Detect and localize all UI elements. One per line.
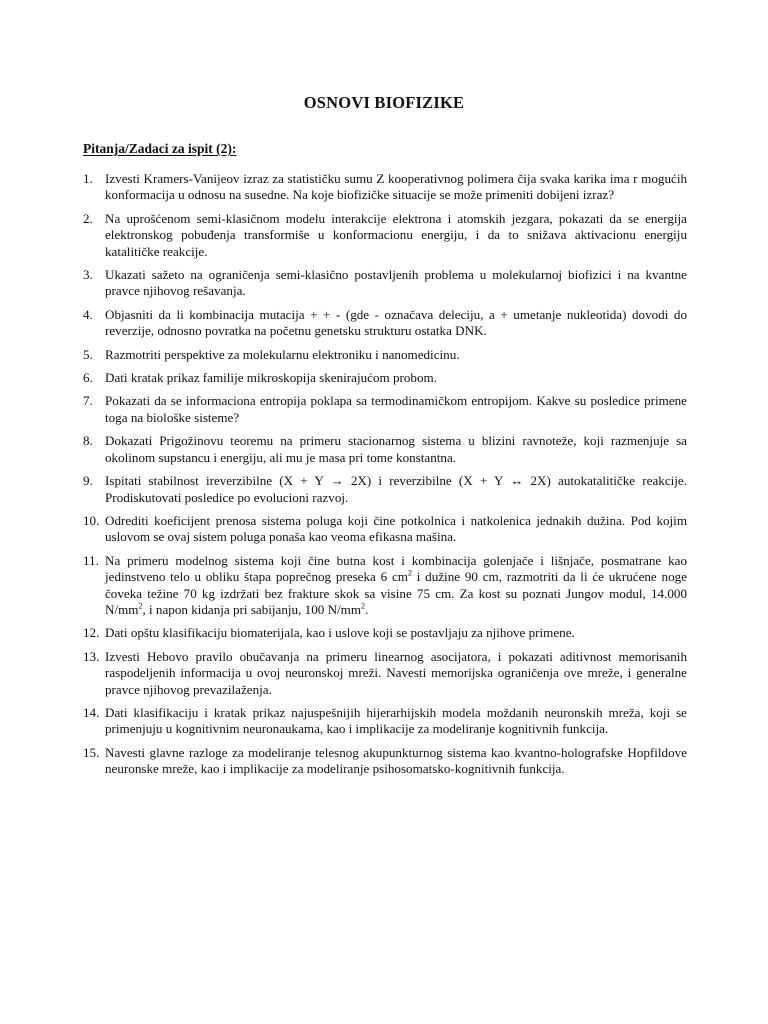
question-number: 14. (83, 704, 100, 720)
question-text: Razmotriti perspektive za molekularnu elektroniku i nanomedicinu. (105, 346, 460, 362)
question-number: 10. (83, 512, 100, 528)
question-text (105, 553, 687, 619)
question-number: 12. (83, 625, 100, 641)
question-item (83, 745, 687, 778)
question-item (83, 705, 687, 738)
question-number: 7. (83, 393, 93, 409)
question-item (83, 393, 687, 426)
question-number: 15. (83, 744, 100, 760)
question-item (83, 513, 687, 546)
question-number: 2. (83, 210, 93, 226)
question-item (83, 625, 687, 641)
question-item (83, 553, 687, 619)
question-text: Ukazati sažeto na ograničenja semi-klasično postavljenih problema u molekularnoj biofizici i na kvantne pravce njihovog rešavanja. (105, 267, 687, 299)
question-item (83, 649, 687, 698)
question-text: Odrediti koeficijent prenosa sistema poluga koji čine potkolnica i natkolenica jednakih dužina. Pod kojim uslovom se ovaj sistem poluga ponaša kao veoma efikasna mašina. (105, 512, 687, 545)
superscript: 2 (361, 601, 366, 611)
question-text: Na uprošćenom semi-klasičnom modelu interakcije elektrona i atomskih jezgara, pokazati da se energija elektronskog pobuđenja transformiše u konformacionu energiju, i da to snižava aktivacionu energiju katalitičke reakcije. (105, 210, 687, 259)
document-title: OSNOVI BIOFIZIKE (303, 93, 465, 112)
question-item (83, 347, 687, 363)
question-item (83, 473, 687, 506)
question-text: Dati opštu klasifikaciju biomaterijala, kao i uslove koji se postavljaju za njihove primene. (105, 625, 575, 641)
question-number: 5. (83, 346, 93, 362)
question-text-part: Na primeru modelnog sistema koji čine butna kost i kombinacija golenjače i lišnjače, posmatrane kao jedinstveno telo u obliku štapa poprečnog preseka 6 cm (105, 552, 687, 585)
question-text: Navesti glavne razloge za modeliranje telesnog akupunkturnog sistema kao kvantno-holografske Hopfildove neuronske mreže, kao i implikacije za modeliranje psihosomatsko-kognitivnih funkcija. (105, 744, 687, 777)
superscript: 2 (407, 568, 412, 578)
question-number: 13. (83, 648, 100, 664)
question-number: 4. (83, 306, 93, 322)
question-item (83, 370, 687, 386)
question-item (83, 211, 687, 260)
question-text: Ispitati stabilnost ireverzibilne (X + Y → 2X) i reverzibilne (X + Y ↔ 2X) autokatalitičke reakcije. Prodiskutovati posledice po evolucioni razvoj. (105, 473, 687, 505)
document-subtitle: Pitanja/Zadaci za ispit (2): (83, 141, 237, 156)
question-number: 9. (83, 473, 93, 489)
question-text-part: . (365, 601, 369, 617)
question-number: 11. (83, 552, 99, 568)
question-text: Dati kratak prikaz familije mikroskopija skenirajućom probom. (105, 370, 437, 386)
question-item (83, 171, 687, 204)
question-text: Dati klasifikaciju i kratak prikaz najuspešnijih hijerarhijskih modela moždanih neuronskih mreža, koji se primenjuju u kognitivnim neuronaukama, kao i implikacije za modeliranje kognitivnih funkcija. (105, 704, 687, 737)
question-number: 3. (83, 267, 93, 283)
question-number: 8. (83, 433, 93, 449)
question-number: 1. (83, 171, 93, 186)
question-text: Pokazati da se informaciona entropija poklapa sa termodinamičkom entropijom. Kakve su posledice primene toga na biološke sisteme? (105, 393, 687, 425)
question-item (83, 307, 687, 340)
question-item (83, 267, 687, 300)
question-text-part: , i napon kidanja pri sabijanju, 100 N/mm (142, 601, 362, 617)
question-list (83, 171, 687, 785)
question-text: Dokazati Prigožinovu teoremu na primeru stacionarnog sistema u blizini ravnoteže, koji razmenjuje sa okolinom supstancu i energiju, ali mu je masa pri tome konstantna. (105, 433, 687, 465)
question-text: Objasniti da li kombinacija mutacija + + - (gde - označava deleciju, a + umetanje nukleotida) dovodi do reverzije, odnosno povratka na početnu genetsku strukturu ostatka DNK. (105, 306, 687, 339)
question-text: Izvesti Kramers-Vanijeov izraz za statističku sumu Z kooperativnog polimera čija svaka karika ima r mogućih konformacija u odnosu na susedne. Na koje biofizičke situacije se može primeniti dobijeni izraz? (105, 171, 687, 203)
question-text-part: i dužine 90 cm, razmotriti da li će ukrućene noge čoveka težine 70 kg izdržati bez frakture skok sa visine 75 cm. Za kost su poznati Jungov modul, 14.000 N/mm (105, 569, 687, 617)
question-item (83, 433, 687, 466)
superscript: 2 (138, 601, 143, 611)
question-number: 6. (83, 370, 93, 386)
question-text: Izvesti Hebovo pravilo obučavanja na primeru linearnog asocijatora, i pokazati aditivnost memorisanih raspodeljenih informacija u ovoj neuronskoj mreži. Navesti memorijska ograničenja ove mreže, i generalne pravce njihovog prevazilaženja. (105, 648, 687, 697)
